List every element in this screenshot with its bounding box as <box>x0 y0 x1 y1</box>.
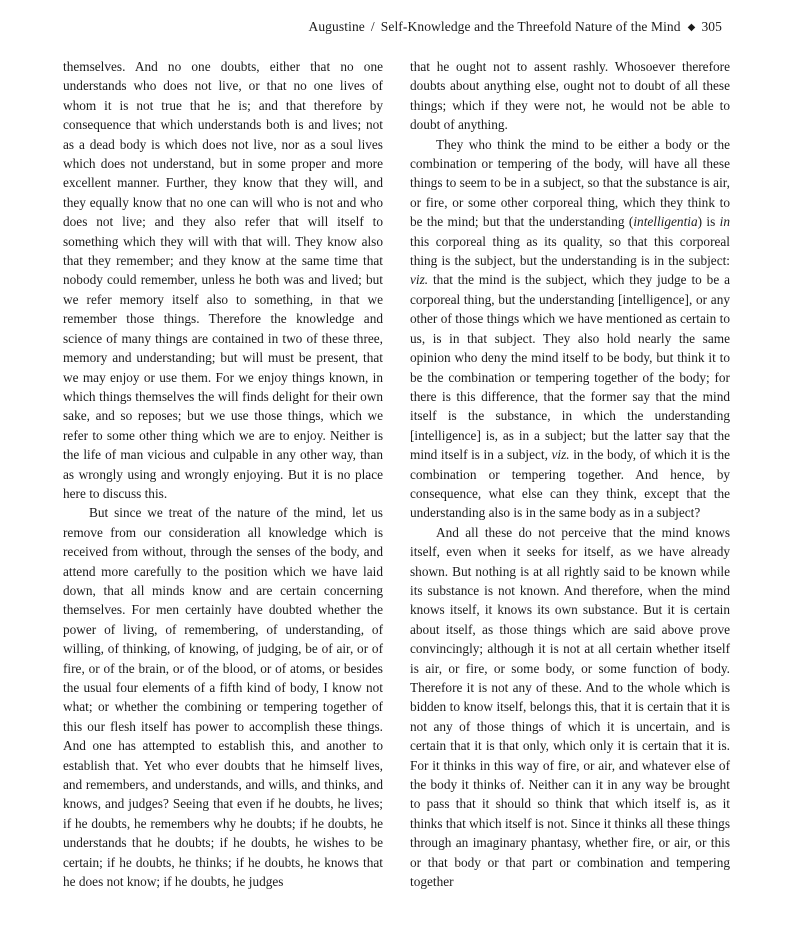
paragraph: themselves. And no one doubts, either that no one understands who does not live, or that no one lives of whom it is not true that he is; and that therefore by consequence that which understands both is and lives; not as a dead body is which does not live, nor as a soul lives which does not understand, but in some proper and more excellent manner. Further, they know that they will, and they equally know that no one can will who is not and who does not live; and they also refer that will itself to something which they will with that will. They know also that they remember; and they know at the same time that nobody could remember, unless he both was and lived; but we refer memory itself also to something, in that we remember those things. Therefore the knowledge and science of many things are contained in two of these three, memory and understanding; but will must be present, that we may enjoy or use them. For we enjoy things known, in which things themselves the will finds delight for their own sake, and so reposes; but we use those things, which we refer to some other thing which we are to enjoy. Neither is the life of man vicious and culpable in any other way, than as wrongly using and wrongly enjoying. But it is no place here to discuss this. <box>63 59 383 501</box>
paragraph: And all these do not perceive that the mind knows itself, even when it seeks for itself, as we have already shown. But nothing is at all rightly said to be known while its substance is not known. And therefore, when the mind knows itself, it knows its own substance. But it is certain about itself, as those things which are said above prove convincingly; although it is not at all certain whether itself is air, or fire, or some body, or some function of body. Therefore it is not any of these. And to the whole which is bidden to know itself, belongs this, that it is certain that it is not any of those things of which it is uncertain, and is certain that it is that only, which only it is certain that it is. For it thinks in this way of fire, or air, and whatever else of the body it thinks of. Neither can it in any way be brought to pass that it should so think that which itself is, as it thinks that which itself is not. Since it thinks all these things through an imaginary phantasy, whether fire, or air, or this or that body or that part or combination and tempering together <box>410 524 730 890</box>
paragraph: They who think the mind to be either a body or the combination or tempering of the body, will have all these things to seem to be in a subject, so that the substance is air, or fire, or some other corporeal thing, which they think to be the mind; but that the understanding (intelligentia) is in this corporeal thing as its quality, so that this corporeal thing is the subject, but the understanding is in the subject: viz. that the mind is the subject, which they judge to be a corporeal thing, but the understanding [intelligence], or any other of those things which we have mentioned as certain to us, is in that subject. They also hold nearly the same opinion who deny the mind itself to be body, but think it to be the combination or tempering together of the body; for there is this difference, that the former say that the mind itself is the substance, in which the understanding [intelligence] is, as in a subject; but the latter say that the mind itself is in a subject, viz. in the body, of which it is the combination or tempering together. And hence, by consequence, what else can they think, except that the understanding also is in the same body as in a subject? <box>410 136 731 521</box>
running-head-separator: / <box>370 19 375 34</box>
page-number: 305 <box>701 19 722 34</box>
running-head <box>308 19 722 35</box>
running-head-author: Augustine <box>308 19 365 34</box>
diamond-arrow-icon: ◆ <box>687 22 696 33</box>
paragraph: But since we treat of the nature of the mind, let us remove from our consideration all knowledge which is received from without, through the senses of the body, and attend more carefully to the position which we have laid down, that all minds know and are certain concerning themselves. For men certainly have doubted whether the power of living, of remembering, of understanding, of willing, of thinking, of knowing, of judging, be of air, or of fire, or of the brain, or of the blood, or of atoms, or besides the usual four elements of a fifth kind of body, I know not what; or whether the combining or tempering together of this our flesh itself has power to accomplish these things. And one has attempted to establish this, and another to establish that. Yet who ever doubts that he himself lives, and remembers, and understands, and wills, and thinks, and knows, and judges? Seeing that even if he doubts, he lives; if he doubts, he remembers why he doubts; if he doubts, he understands that he doubts; if he doubts, he wishes to be certain; if he doubts, he thinks; if he doubts, he knows that he does not know; if he doubts, he judges <box>63 505 383 890</box>
right-column <box>410 57 730 891</box>
running-head-title: Self-Knowledge and the Threefold Nature of the Mind <box>380 19 681 34</box>
left-column <box>63 57 383 891</box>
paragraph: that he ought not to assent rashly. Whosoever therefore doubts about anything else, ought not to doubt of all these things; which if they were not, he would not be able to doubt of anything. <box>410 59 730 133</box>
